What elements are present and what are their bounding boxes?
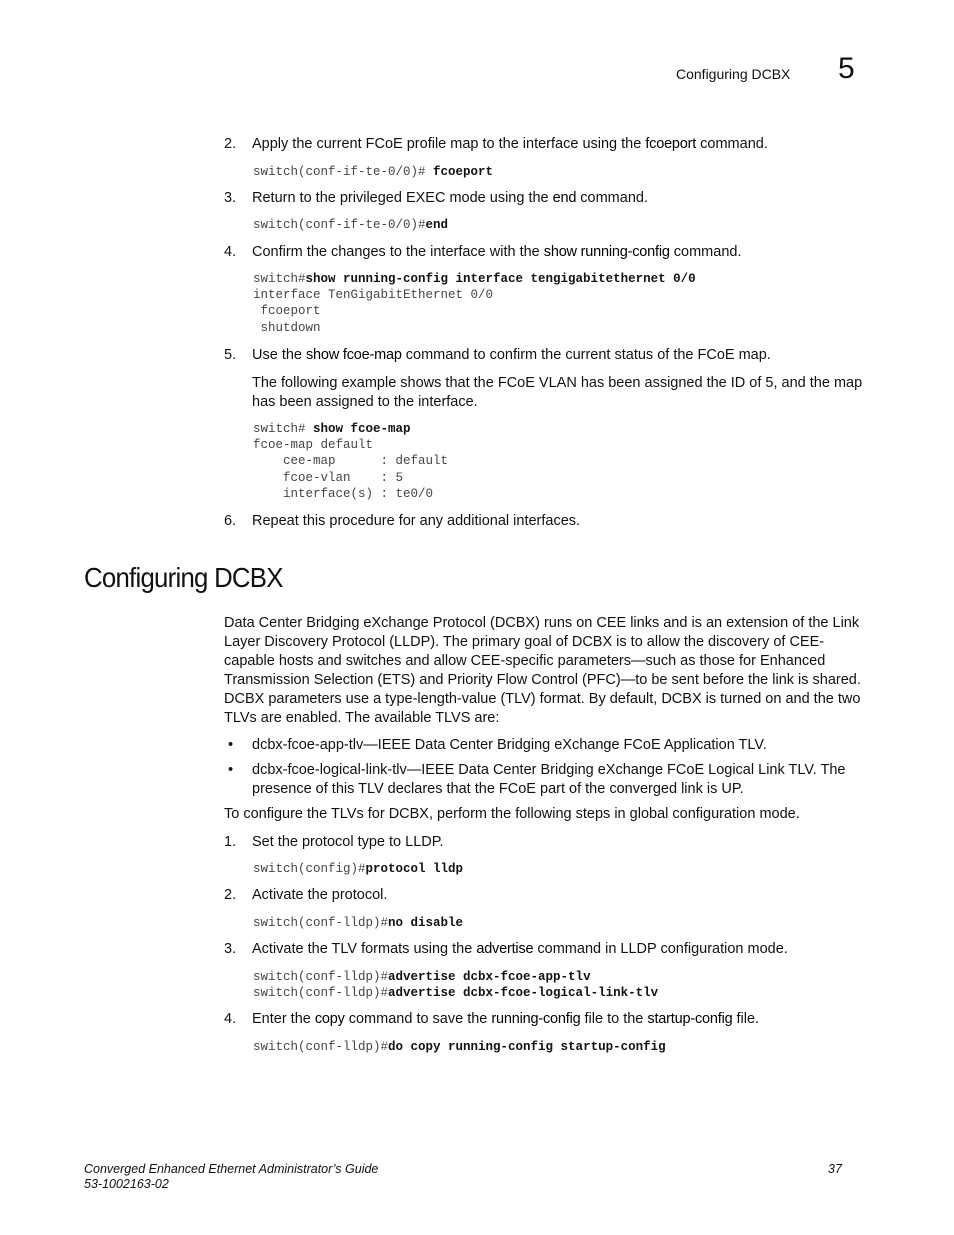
step-item [224, 940, 788, 959]
step-text: Use the [252, 347, 306, 363]
bullet-glyph: • [228, 737, 234, 753]
step-text: command. [696, 136, 768, 152]
code-output-line: fcoeport [253, 304, 321, 319]
step-number: 4. [224, 244, 237, 260]
footer-title: Converged Enhanced Ethernet Administrator’s Guide [84, 1162, 379, 1176]
step-text: Activate the protocol. [252, 887, 388, 903]
step-text: Return to the privileged EXEC mode using the [252, 190, 553, 206]
code-command: do copy running-config startup-config [388, 1040, 666, 1054]
running-header: Configuring DCBX [676, 66, 791, 82]
step-item [224, 1010, 759, 1029]
code-block [253, 915, 463, 931]
step-note: The following example shows that the FCoE VLAN has been assigned the ID of 5, and the map has been assigned to the interface. [252, 375, 863, 410]
page-number: 37 [828, 1162, 842, 1176]
code-prompt: switch(conf-lldp)# [253, 916, 389, 930]
code-prompt: switch(config)# [253, 862, 366, 876]
step-item [224, 189, 648, 208]
step-item [224, 512, 580, 531]
step-text: file. [732, 1011, 760, 1027]
code-prompt: switch(conf-if-te-0/0)# [253, 218, 426, 232]
step-text: Apply the current FCoE profile map to the interface using the [252, 136, 646, 152]
step-number: 4. [224, 1011, 237, 1027]
code-command: advertise dcbx-fcoe-app-tlv [388, 970, 591, 984]
code-block [253, 421, 448, 502]
step-text: command in LLDP configuration mode. [533, 941, 788, 957]
step-item [224, 243, 742, 262]
step-number: 5. [224, 347, 237, 363]
command-keyword: copy [314, 1011, 345, 1027]
code-block [253, 861, 463, 877]
step-text: command. [669, 244, 742, 260]
step-text: file to the [580, 1011, 648, 1027]
step-text: Repeat this procedure for any additional interfaces. [252, 513, 581, 529]
code-command: fcoeport [433, 165, 494, 179]
step-text: command to confirm the current status of the FCoE map. [401, 347, 771, 363]
step-item [224, 833, 444, 852]
code-output-line: fcoe-vlan : 5 [253, 470, 404, 485]
step-text: Set the protocol type to LLDP. [252, 834, 444, 850]
step-item [224, 886, 387, 905]
bullet-glyph: • [228, 762, 234, 778]
footer-docnum: 53-1002163-02 [84, 1177, 169, 1191]
code-output-line: interface TenGigabitEthernet 0/0 [253, 288, 494, 303]
code-command: no disable [388, 916, 464, 930]
step-text: Activate the TLV formats using the [252, 941, 477, 957]
code-prompt: switch# [253, 272, 306, 286]
step-number: 2. [224, 136, 237, 152]
code-output-line: interface(s) : te0/0 [253, 486, 434, 501]
step-number: 3. [224, 941, 237, 957]
code-command: advertise dcbx-fcoe-logical-link-tlv [388, 986, 659, 1001]
code-block [253, 1039, 666, 1055]
step-text: command to save the [344, 1011, 492, 1027]
step-number: 2. [224, 887, 237, 903]
code-block [253, 217, 448, 233]
code-command: end [425, 218, 449, 232]
step-number: 3. [224, 190, 237, 206]
step-item [224, 346, 771, 365]
chapter-number: 5 [838, 52, 855, 85]
code-output-line: cee-map : default [253, 454, 449, 469]
code-block [253, 271, 696, 336]
step-number: 1. [224, 834, 237, 850]
code-block [253, 164, 493, 180]
step-text: Confirm the changes to the interface with the [252, 244, 544, 260]
bullet-item [228, 736, 868, 755]
code-prompt: switch(conf-lldp)# [253, 970, 389, 984]
code-command: show fcoe-map [313, 422, 411, 436]
command-keyword: end [552, 190, 577, 206]
bullet-item [228, 761, 868, 799]
code-prompt: switch(conf-lldp)# [253, 1040, 389, 1054]
command-keyword: advertise [476, 941, 534, 957]
code-command: protocol lldp [365, 862, 464, 876]
command-keyword: show fcoe-map [306, 347, 402, 363]
code-output-line: fcoe-map default [253, 438, 374, 453]
command-keyword: show running-config [543, 244, 670, 260]
procedure-lead: To configure the TLVs for DCBX, perform the following steps in global configuration mode. [224, 806, 800, 822]
bullet-text: dcbx-fcoe-app-tlv—IEEE Data Center Bridging eXchange FCoE Application TLV. [252, 737, 767, 753]
step-text: command. [576, 190, 648, 206]
code-prompt: switch# [253, 422, 314, 436]
section-intro: Data Center Bridging eXchange Protocol (DCBX) runs on CEE links and is an extension of the Link Layer Discovery Protocol (LLDP). The primary goal of DCBX is to allow the discovery of CEE-capable hosts and switches and allow CEE-specific parameters—such as those for Enhanced Transmission Selection (ETS) and Priority Flow Control (PFC)—to be sent before the link is shared. DCBX parameters use a type-length-value (TLV) format. By default, DCBX is turned on and the two TLVs are enabled. The available TLVS are: [224, 615, 861, 726]
command-keyword: running-config [491, 1011, 581, 1027]
code-prompt: switch(conf-if-te-0/0)# [253, 165, 434, 179]
code-command: show running-config interface tengigabitethernet 0/0 [305, 272, 696, 286]
section-title: Configuring DCBX [84, 562, 283, 593]
bullet-text: dcbx-fcoe-logical-link-tlv—IEEE Data Center Bridging eXchange FCoE Logical Link TLV. The presence of this TLV declares that the FCoE part of the converged link is UP. [252, 762, 846, 797]
code-output-line: shutdown [253, 320, 321, 335]
command-keyword: fcoeport [645, 136, 697, 152]
step-number: 6. [224, 513, 237, 529]
code-prompt: switch(conf-lldp)# [253, 986, 389, 1001]
step-item [224, 135, 768, 154]
step-text: Enter the [252, 1011, 315, 1027]
code-block [253, 969, 658, 1001]
command-keyword: startup-config [647, 1011, 733, 1027]
